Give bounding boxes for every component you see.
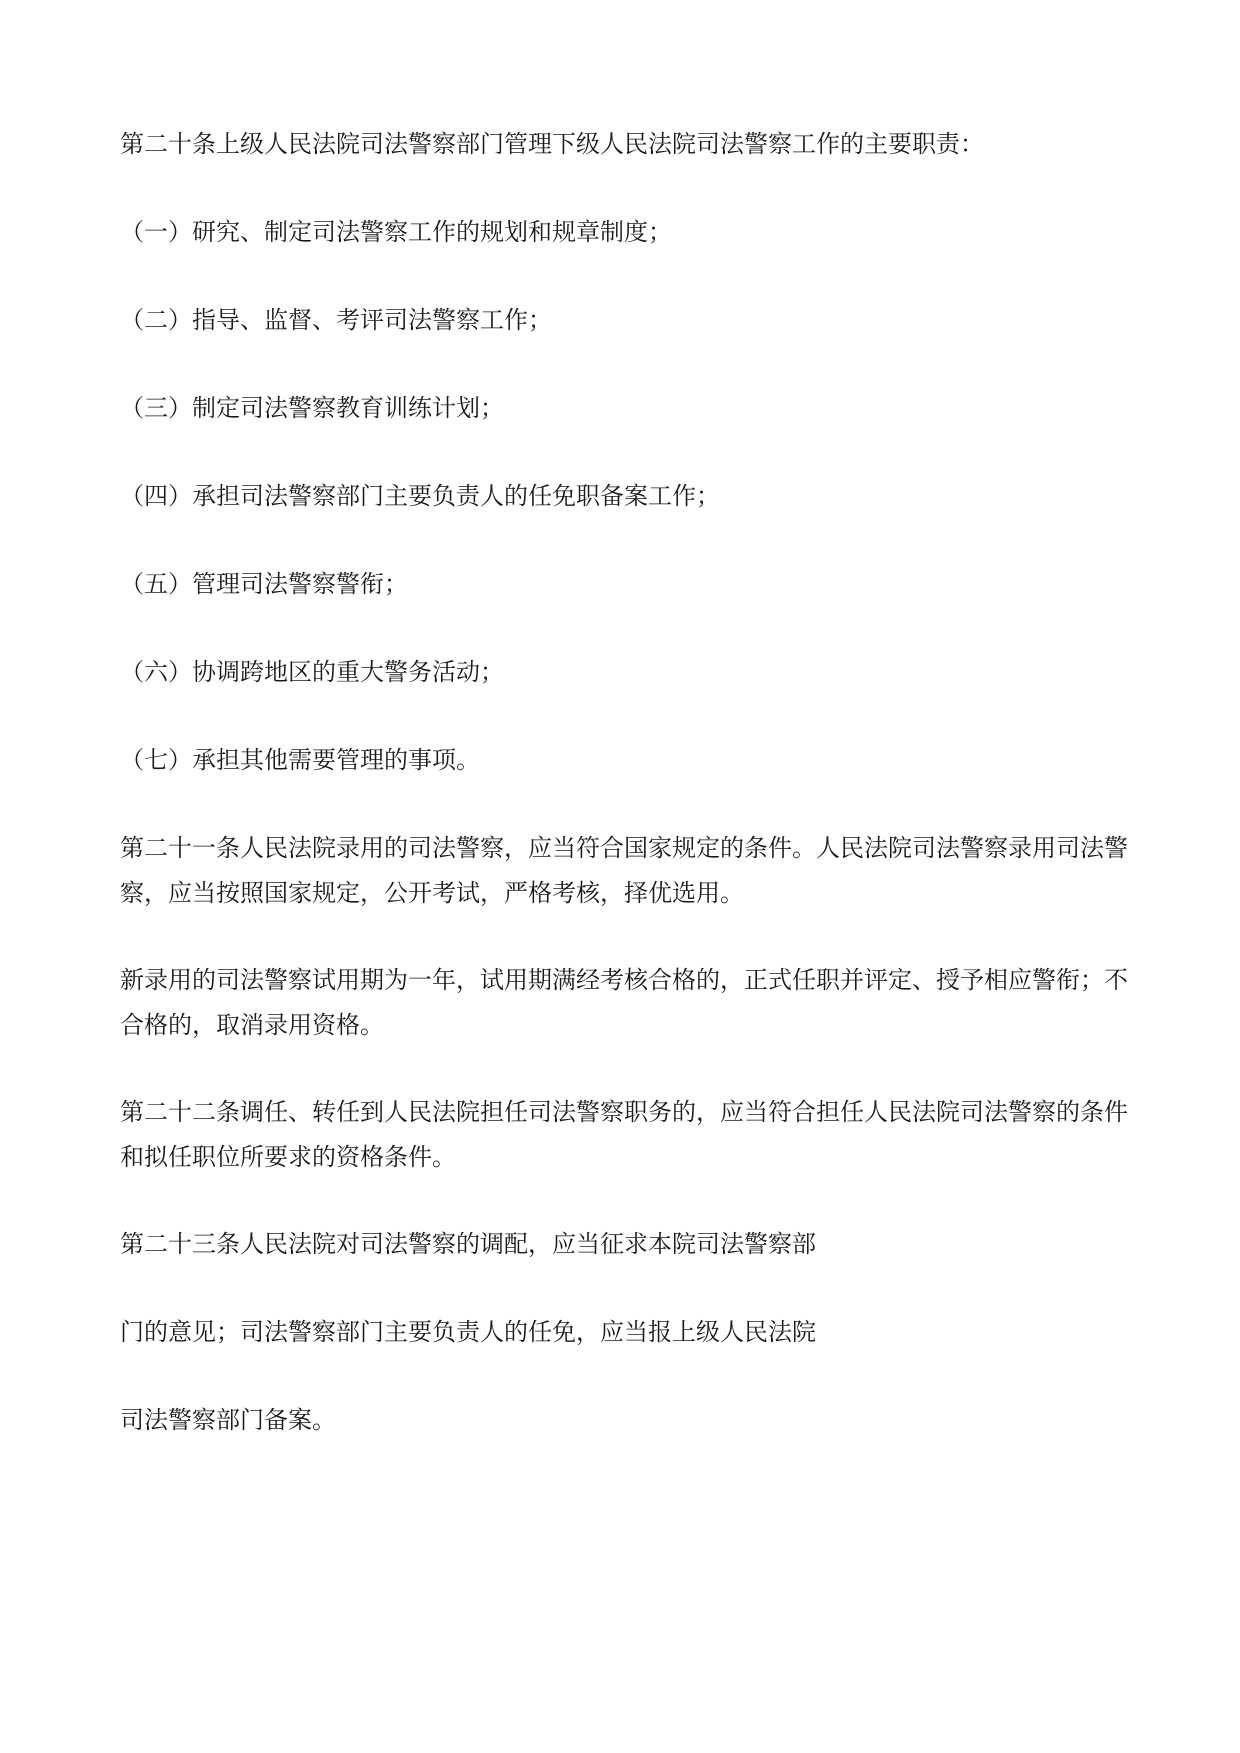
- article-20-heading: 第二十条上级人民法院司法警察部门管理下级人民法院司法警察工作的主要职责：: [120, 130, 984, 158]
- article-20-item-5: （五）管理司法警察警衔；: [120, 570, 408, 598]
- article-20-item-2: （二）指导、监督、考评司法警察工作；: [120, 306, 552, 334]
- article-20-item-6: （六）协调跨地区的重大警务活动；: [120, 658, 504, 686]
- article-20-item-1: （一）研究、制定司法警察工作的规划和规章制度；: [120, 218, 672, 246]
- article-21-probation-paragraph: 新录用的司法警察试用期为一年，试用期满经考核合格的，正式任职并评定、授予相应警衔；不合格的，取消录用资格。: [120, 966, 1128, 1039]
- article-23-line-2: 门的意见；司法警察部门主要负责人的任免，应当报上级人民法院: [120, 1318, 816, 1346]
- article-22-paragraph: 第二十二条调任、转任到人民法院担任司法警察职务的，应当符合担任人民法院司法警察的条件和拟任职位所要求的资格条件。: [120, 1098, 1128, 1171]
- article-23-line-1: 第二十三条人民法院对司法警察的调配，应当征求本院司法警察部: [120, 1230, 816, 1258]
- article-20-item-7: （七）承担其他需要管理的事项。: [120, 746, 480, 774]
- article-20-item-3: （三）制定司法警察教育训练计划；: [120, 394, 504, 422]
- article-23-line-3: 司法警察部门备案。: [120, 1406, 336, 1434]
- article-21-paragraph: 第二十一条人民法院录用的司法警察，应当符合国家规定的条件。人民法院司法警察录用司法警察，应当按照国家规定，公开考试，严格考核，择优选用。: [120, 834, 1128, 907]
- article-20-item-4: （四）承担司法警察部门主要负责人的任免职备案工作；: [120, 482, 720, 510]
